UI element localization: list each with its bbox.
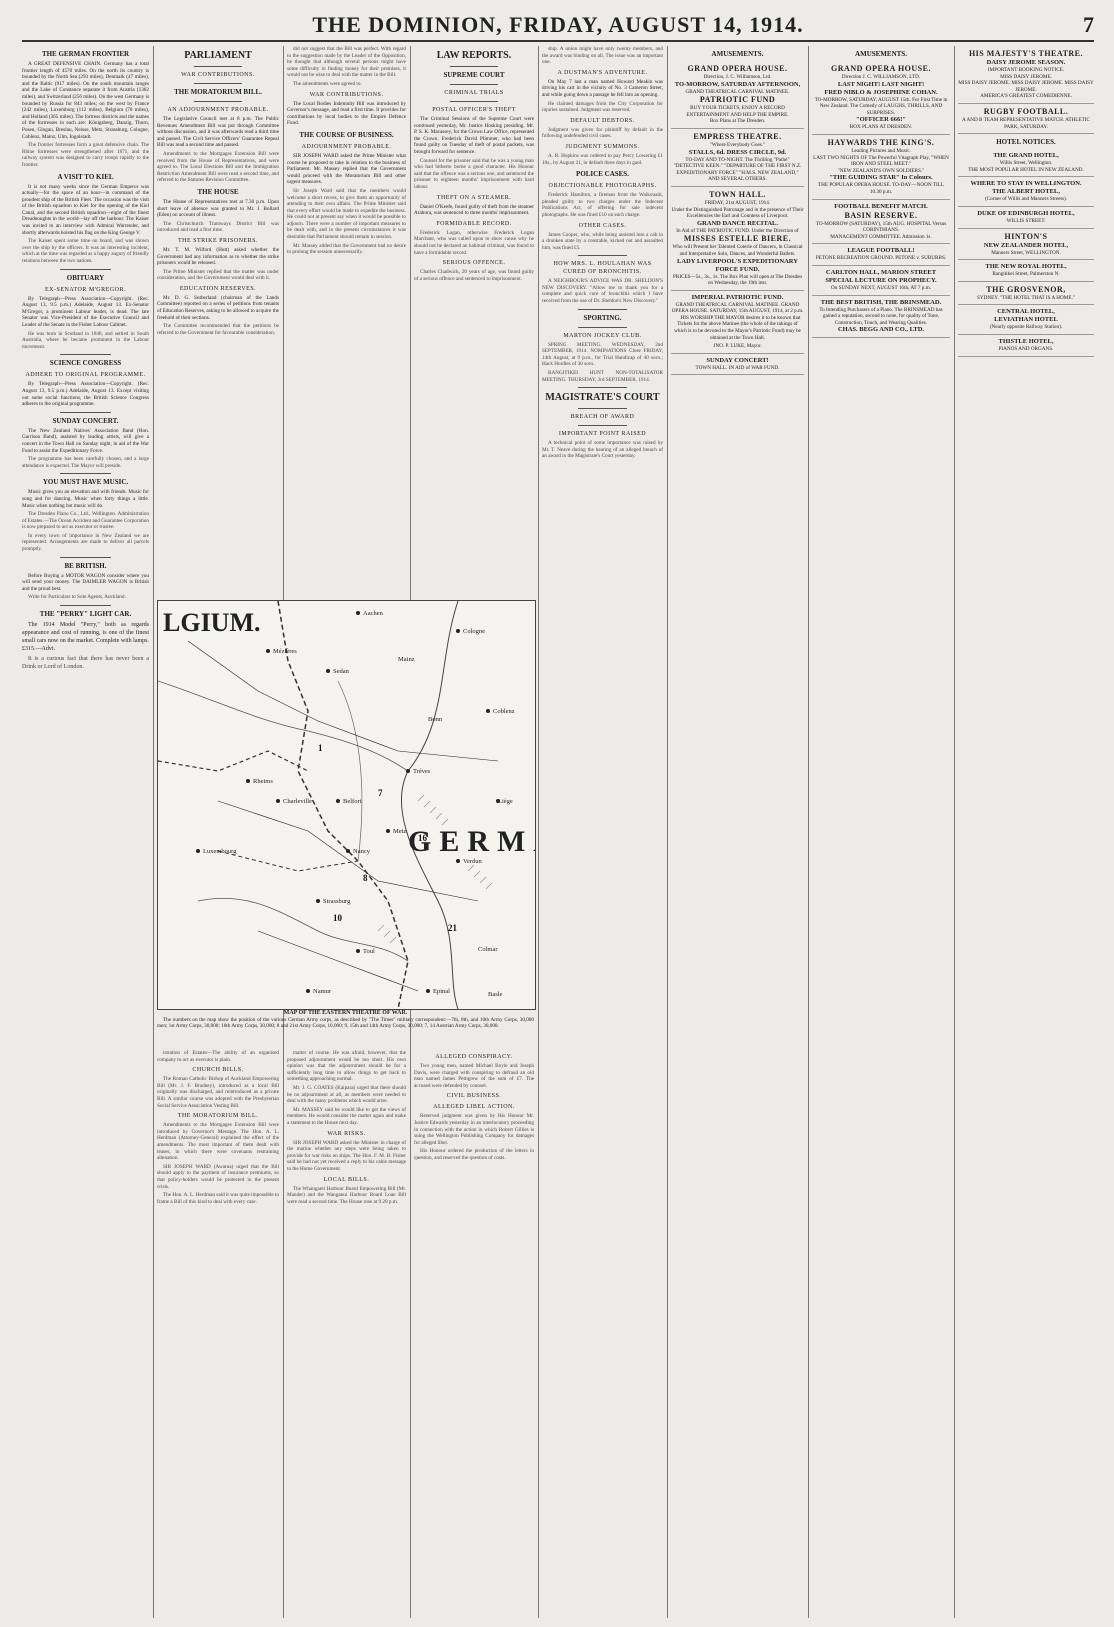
headline-perry-car: THE "PERRY" LIGHT CAR. bbox=[39, 610, 132, 619]
ad-leviathan: LEVIATHAN HOTEL bbox=[994, 316, 1058, 324]
headline-german-frontier: THE GERMAN FRONTIER bbox=[41, 50, 130, 58]
subhead-dustman: A DUSTMAN'S ADVENTURE. bbox=[557, 69, 648, 76]
column-3-lower: matter of course. He was afraid, however, that the proposed adjournment would be too short. His own opinion was that the adjournment should be for a sufficiently long time to allow things to get back to something approaching normal. Mr. J. G. COATES (Kaipara) urged that there should be no adjournment at all, as members were needed to deal with the many problems which would arise. Mr. MASSEY said he would like to get the views of members. He would consider the matter again and make a statement to the House next day. WAR RISKS. SIR JOSEPH WARD asked the Minister in charge of the marine whether any steps were being taken to provide for war risks on ships. The Hon. F. M. B. Fisher said he had not yet received a reply to his cable message to the Home Government. LOCAL BILLS. The Whangarei Harbour Board Empowering Bill (Mr. Mander) and the Wanganui Harbour Board Loan Bill were read a second time. The House rose at 9.20 p.m. bbox=[287, 1050, 406, 1205]
subhead-war-contrib: WAR CONTRIBUTIONS. bbox=[309, 91, 384, 98]
ad-daisy: MISS DAISY JEROME. bbox=[1000, 73, 1052, 80]
subhead-strike: THE STRIKE PRISONERS. bbox=[177, 237, 258, 244]
headline-amusements: AMUSEMENTS. bbox=[711, 50, 764, 58]
ad-grand-title: GRAND OPERA HOUSE. bbox=[831, 64, 931, 73]
column-4-lower: ALLEGED CONSPIRACY. Two young men, named Michael Boyle and Joseph Davis, were charged with conspiring to defraud an old man named James Pettigrew of the sum of £7. The accused were defended by counsel. CIVIL BUSINESS. ALLEGED LIBEL ACTION. Reserved judgment was given by His Honour Mr. Justice Edwards yesterday in an interlocutory proceeding in connection with the action in which Robert Gillies is suing the Wellington Publishing Company for damages for alleged libel. His Honour ordered the production of the letters in question, and reserved the question of costs. bbox=[414, 1054, 534, 1161]
ad-majesty-sub: DAISY JEROME SEASON. bbox=[986, 59, 1066, 66]
subhead-conspiracy: ALLEGED CONSPIRACY. bbox=[435, 1054, 513, 1060]
ad-empress-sub: "Where Everybody Goes." bbox=[709, 141, 766, 148]
map-city-label: Aachen bbox=[363, 610, 383, 617]
column-3: did not suggest that the Bill was perfect. With regard to the suggestion made by the Leader of the Opposition, he thought that although several persons might have some difficulty in finding money for their premises, it would not be wise to deal with the matter in the Bill. The amendments were agreed to. WAR CONTRIBUTIONS. The Local Bodies Indemnity Bill was introduced by Governor's message, and read a first time. It provides for contributions by local bodies to the Empire Defence Fund. THE COURSE OF BUSINESS. ADJOURNMENT PROBABLE. SIR JOSEPH WARD asked the Prime Minister what course he proposed to take in relation to the business of Parliament. Mr. Massey replied that the Government would proceed with the Moratorium Bill and other urgent measures. Sir Joseph Ward said that the members would welcome a short recess, to give them an opportunity of attending to their own affairs. The Prime Minister said that every effort would be made to expedite the business. He could not at present say when it would be possible to adjourn. There were a number of important measures to be dealt with, and in the present circumstances it was desirable that Parliament should remain in session. Mr. Massey added that the Government had no desire to prolong the session unnecessarily. bbox=[287, 46, 406, 256]
ad-football-title: FOOTBALL BENEFIT MATCH. bbox=[834, 202, 928, 210]
ad-cohan: FRED NIBLO & JOSEPHINE COHAN. bbox=[824, 88, 938, 96]
headline-magistrate: MAGISTRATE'S COURT bbox=[545, 392, 660, 404]
headline-british: BE BRITISH. bbox=[64, 561, 107, 570]
ad-opera-sub: GRAND THEATRICAL CARNIVAL MATINEE. bbox=[685, 88, 790, 95]
article-sunday: The New Zealand Natives' Association Band (Hon. Garrison Band), assisted by leading artists, will give a concert in the Town Hall on Sunday night, in aid of the War Fund to assist the Expeditionary Force. bbox=[22, 427, 149, 454]
page-number: 7 bbox=[1083, 12, 1094, 37]
map-city-label: Verdun bbox=[463, 858, 482, 865]
ad-albert: THE ALBERT HOTEL, bbox=[992, 188, 1060, 196]
map-city-label: Cologne bbox=[463, 628, 486, 635]
article-education: Mr. D. G. Sutherland (chairman of the Lands Committee) reported on a series of petitions from tenants of Education Reserves, asking to be allowed to acquire the freehold of their sections. bbox=[157, 294, 279, 321]
subhead-other: OTHER CASES. bbox=[578, 222, 627, 229]
column-rule bbox=[954, 46, 955, 1618]
column-8: HIS MAJESTY'S THEATRE. DAISY JEROME SEASON. IMPORTANT BOOKING NOTICE. MISS DAISY JEROME. MISS DAISY JEROME. MISS DAISY JEROME. MISS DAISY JEROME. AMERICA'S GREATEST COMEDIENNE. RUGBY FOOTBALL. A AND B TEAM REPRESENTATIVE MATCH. ATHLETIC PARK, SATURDAY. HOTEL NOTICES. THE GRAND HOTEL, Willis Street, Wellington. THE MOST POPULAR HOTEL IN NEW ZEALAND. WHERE TO STAY IN WELLINGTON. THE ALBERT HOTEL, (Corner of Willis and Manners Streets). DUKE OF EDINBURGH HOTEL, WILLIS STREET. HINTON'S NEW ZEALANDER HOTEL, Manners Street, WELLINGTON. THE NEW ROYAL HOTEL, Rangitikei Street, Palmerston N. THE GROSVENOR, SYDNEY. "THE HOTEL THAT IS A HOME." CENTRAL HOTEL, LEVIATHAN HOTEL (Nearly opposite Railway Station). THISTLE HOTEL, PIANOS AND ORGANS. bbox=[958, 46, 1094, 1618]
ad-carlton: CARLTON HALL, MARION STREET SPECIAL LECTURE ON PROPHECY. On SUNDAY NEXT, AUGUST 16th, AT 7 p.m. bbox=[812, 266, 950, 296]
article-steamer: Daniel O'Keefe, found guilty of theft from the steamer Arahura, was sentenced to three months' imprisonment. bbox=[414, 203, 534, 217]
masthead bbox=[22, 6, 1094, 42]
ad-patriotic-fund: PATRIOTIC FUND bbox=[699, 95, 776, 105]
map-city-label: Luxembourg bbox=[203, 848, 237, 855]
ad-grosvenor: THE GROSVENOR, bbox=[986, 284, 1066, 294]
ad-mayor-text: HIS WORSHIP THE MAYOR desires it to be known that Tickets for the above Matinee (the whole of the takings of which is to be devoted to the Mayor's Patriotic Fund) may be obtained at the Town Hall. bbox=[674, 314, 801, 341]
map-city-label: Mainz bbox=[398, 656, 415, 663]
subhead-civil: CIVIL BUSINESS. bbox=[446, 1093, 502, 1100]
svg-text:21: 21 bbox=[448, 923, 457, 933]
article-perry-car: The 1914 Model "Perry," both as regards appearance and cost of running, is one of the finest small cars now on the market. Complete with lamps. £315.—Advt. bbox=[22, 622, 149, 653]
ad-central: CENTRAL HOTEL, bbox=[997, 308, 1055, 316]
ad-haywards-sub: Leading Pictures and Music. bbox=[851, 147, 911, 154]
subhead-breach: BREACH OF AWARD bbox=[570, 414, 635, 421]
column-5: ship. A union might have only twenty members, and the award was binding on all. The issue was an important one. A DUSTMAN'S ADVENTURE. On May 7 last a man named Howard Meakin was driving his cart in the vicinity of No. 3 Cameron Street, and while going down a passage he fell into an opening. He claimed damages from the City Corporation for injuries sustained. Judgment was reserved. DEFAULT DEBTORS. Judgment was given for plaintiff by default in the following undefended civil cases. JUDGMENT SUMMONS. A. R. Hopkins was ordered to pay Percy Lowering £1 10s., by August 21, in default three days in gaol. POLICE CASES. OBJECTIONABLE PHOTOGRAPHS. Frederick Hamilton, a fireman from the Waikouaiti, pleaded guilty to two charges under the Indecent Publications Act, of offering for sale indecent photographs. He was fined £10 on each charge. OTHER CASES. James Cooper, who, while being assisted into a cab in a drunken state by a constable, kicked out and assaulted him, was fined £5. HOW MRS. L. HOULAHAN WAS CURED OF BRONCHITIS. A NEIGHBOUR'S ADVICE WAS DR. SHELDON'S NEW DISCOVERY. "Allow me to thank you for a complete and quick cure of bronchitis which I have received from the use of Dr. Sheldon's New Discovery." SPORTING. MARTON JOCKEY CLUB. SPRING MEETING. WEDNESDAY, 2nd SEPTEMBER, 1914. NOMINATIONS Close FRIDAY, 14th August, at 9 p.m., for Trial Handicap of 40 sovs.; Hack Hurdles of 30 sovs. RANGITIKEI HUNT NON-TOTALISATOR MEETING. THURSDAY, 3rd SEPTEMBER, 1914. MAGISTRATE'S COURT BREACH OF AWARD IMPORTANT POINT RAISED A technical point of some importance was raised by Mr. T. Neave during the hearing of an alleged breach of an award in the Magistrate's Court yesterday. bbox=[542, 46, 663, 460]
ad-guiding-star: "THE GUIDING STAR" In Colours. bbox=[829, 174, 933, 182]
article-music: Music gives you an elevation and with friends. Music for song and for dancing. Music when forty things a little. Music when nothing but music will do. bbox=[22, 489, 149, 509]
ad-majesty-title: HIS MAJESTY'S THEATRE. bbox=[968, 49, 1084, 58]
headline-science: SCIENCE CONGRESS bbox=[49, 359, 122, 368]
ad-empress: EMPRESS THEATRE. "Where Everybody Goes." STALLS, 6d. DRESS CIRCLE, 9d. TO-DAY AND TO-NIGHT. The Thrilling "Pathé" "DETECTIVE KEEN." "DEPARTURE OF THE FIRST N.Z. EXPEDITIONARY FORCE" "H.M.S. NEW ZEALAND," AND SEVERAL OTHERS. bbox=[671, 129, 804, 187]
subhead-adjournment: AN ADJOURNMENT PROBABLE. bbox=[167, 107, 269, 113]
article-parliament: The Legislative Council met at 8 p.m. The Public Revenues Amendment Bill was put through Committee without discussion, and it was afterwards read a third time and passed. The Civil Service Officers' Guarantee Repeal Bill was read a second time and passed. bbox=[157, 116, 279, 149]
article-contrib: The Local Bodies Indemnity Bill was introduced by Governor's message, and read a first time. It provides for contributions by local bodies to the Empire Defence Fund. bbox=[287, 100, 406, 127]
subhead-formidable: FORMIDABLE RECORD. bbox=[436, 220, 512, 227]
headline-course: THE COURSE OF BUSINESS. bbox=[299, 130, 394, 139]
subhead-criminal-trials: CRIMINAL TRIALS bbox=[444, 90, 504, 96]
map-city-label: Nancy bbox=[353, 848, 370, 855]
column-rule bbox=[667, 46, 668, 1618]
subhead-marton: MARTON JOCKEY CLUB. bbox=[563, 332, 642, 339]
subhead-postal-theft: POSTAL OFFICER'S THEFT bbox=[432, 107, 516, 113]
article-house: The House of Representatives met at 7.30 p.m. Upon short leave of absence was granted to Mr. J. Bollard (Eden) on account of illness. bbox=[157, 198, 279, 219]
headline-obituary: OBITUARY bbox=[66, 273, 105, 282]
ad-willis: Willis Street, Wellington. bbox=[999, 160, 1053, 167]
ad-prophecy: SPECIAL LECTURE ON PROPHECY. bbox=[825, 276, 937, 284]
ad-league: LEAGUE FOOTBALL! PETONE RECREATION GROUND. PETONE v. SUBURBS. bbox=[812, 244, 950, 266]
subhead-mcgregor: EX-SENATOR M'GREGOR. bbox=[45, 286, 126, 293]
column-2-lower: istration of Estates—The ability of an organised company to act as executor is plain. CHURCH BILLS. The Roman Catholic Bishop of Auckland Empowering Bill (Mr. J. F. Bradney), introduced as a local Bill originally was discharged, and reintroduced as a private Bill. A similar course was adopted with the Presbyterian Social Service Association Vesting Bill. THE MORATORIUM BILL. Amendments to the Mortgages Extension Bill were introduced by Governor's Message. The Hon. A. L. Herdman (Attorney-General) explained the effect of the amendments. The most important of them dealt with leases, in which there were covenants restraining alienation. SIR JOSEPH WARD (Awarua) urged that the Bill should apply to the payment of insurance premiums, so that policy-holders would be protected in the present crisis. The Hon. A. L. Herdman said it was quite impossible to frame a Bill of this kind to deal with every case. bbox=[157, 1050, 279, 1205]
map-city-label: Bonn bbox=[428, 716, 443, 723]
map-city-label: Basle bbox=[488, 991, 503, 998]
map-label-belgium: LGIUM. bbox=[163, 608, 261, 637]
ad-opera-title: GRAND OPERA HOUSE. bbox=[687, 64, 788, 73]
map-city-label: Trèves bbox=[413, 768, 431, 775]
ad-rugby: RUGBY FOOTBALL. A AND B TEAM REPRESENTATIVE MATCH. ATHLETIC PARK, SATURDAY. bbox=[958, 104, 1094, 134]
ad-town-hall: TOWN HALL. FRIDAY, 21st AUGUST, 1914. Under the Distinguished Patronage and in the presence of Their Excellencies the Earl and Countess of Liverpool. GRAND DANCE RECITAL. In Aid of THE PATRIOTIC FUND. Under the Direction of MISSES ESTELLE BIERE. Who will Present her Talented Coterie of Dancers, in Classical and Interpretative Solo, Dances, and Wonderful Ballets. LADY LIVERPOOL'S EXPEDITIONARY FORCE FUND. PRICES—5s., 3s., 1s. The Box Plan will open at The Dresden on Wednesday, the 19th inst. bbox=[671, 187, 804, 291]
map-city-label: Strassburg bbox=[323, 898, 351, 905]
ad-basin: BASIN RESERVE. bbox=[844, 210, 918, 220]
ad-haywards-title: HAYWARDS THE KING'S. bbox=[827, 137, 935, 147]
subhead-adj-prob: ADJOURNMENT PROBABLE. bbox=[301, 143, 392, 150]
ad-town-hall-title: TOWN HALL. bbox=[709, 189, 766, 199]
headline-supreme-court: SUPREME COURT bbox=[443, 71, 505, 79]
ad-haywards: HAYWARDS THE KING'S. Leading Pictures and Music. LAST TWO NIGHTS OF The Powerful Vitagraph Play, "WHEN IRON AND STEEL MEET." "NEW ZEALAND'S OWN SOLDIERS." "THE GUIDING STAR" In Colours. THE POPULAR OPERA HOUSE. TO-DAY—NOON TILL 10.30 p.m. bbox=[812, 135, 950, 200]
svg-text:16: 16 bbox=[418, 833, 427, 843]
subhead-libel: ALLEGED LIBEL ACTION. bbox=[433, 1104, 515, 1111]
map-city-label: Charleville bbox=[283, 798, 312, 805]
article-dustman: On May 7 last a man named Howard Meakin was driving his cart in the vicinity of No. 3 Cameron Street, and while going down a passage he fell into an opening. bbox=[542, 78, 663, 98]
headline-kiel: A VISIT TO KIEL bbox=[57, 172, 114, 181]
map-city-label: Sedan bbox=[333, 668, 349, 675]
map-city-label: Liège bbox=[498, 798, 513, 805]
article-course: SIR JOSEPH WARD asked the Prime Minister what course he proposed to take in relation to the business of Parliament. Mr. Massey replied that the Government would proceed with the Moratorium Bill and other urgent measures. bbox=[287, 152, 406, 186]
war-map bbox=[157, 600, 536, 1010]
ad-league-title: LEAGUE FOOTBALL! bbox=[847, 247, 915, 255]
svg-text:10: 10 bbox=[333, 913, 342, 923]
subhead-judgment: JUDGMENT SUMMONS. bbox=[565, 143, 640, 150]
ad-grand-hotel: THE GRAND HOTEL, Willis Street, Wellington. THE MOST POPULAR HOTEL IN NEW ZEALAND. bbox=[958, 149, 1094, 177]
subhead-moratorium: THE MORATORIUM BILL. bbox=[174, 88, 262, 96]
article-frontier: A GREAT DEFENSIVE CHAIN. Germany has a total frontier length of 4570 miles. On the north its country is bounded by the North Sea (293 miles), Denmark (47 miles), and the Baltic (917 miles). On the south mountain ranges and the Lake of Constance separate it from Austria (1362 miles), and Switzerland (256 miles). On the west Germany is bounded by Russia for 843 miles; on the west by France (242 miles), Luxemburg (112 miles), Belgium (70 miles), and Holland (365 miles). The fortress districts and the names of the fortresses in each are: Königsberg, Danzig, Thorn, Posen, Glogau, Breslau, Neisse, Metz, Strassburg, Cologne, Coblenz, Mainz, Ulm, Ingolstadt. bbox=[22, 61, 149, 140]
ad-imperial: IMPERIAL PATRIOTIC FUND. GRAND THEATRICAL CARNIVAL MATINEE. GRAND OPERA HOUSE. SATURDAY, 15th AUGUST, 1914, at 2 p.m. HIS WORSHIP THE MAYOR desires it to be known that Tickets for the above Matinee (the whole of the takings of which is to be devoted to the Mayor's Patriotic Fund) may be obtained at the Town Hall. JNO. P. LUKE, Mayor. bbox=[671, 291, 804, 354]
map-city-label: Toul bbox=[363, 948, 375, 955]
ad-misses-biere: MISSES ESTELLE BIERE. bbox=[683, 234, 792, 244]
svg-text:7: 7 bbox=[378, 788, 383, 798]
map-city-label: Metz bbox=[393, 828, 407, 835]
map-city-label: Colmar bbox=[478, 946, 498, 953]
column-1: THE GERMAN FRONTIER A GREAT DEFENSIVE CHAIN. Germany has a total frontier length of 4570 miles. On the north its country is bounded by the North Sea (293 miles), Denmark (47 miles), and the Baltic (917 miles). On the south mountain ranges and the Lake of Constance separate it from Austria (1362 miles), and Switzerland (256 miles). On the west Germany is bounded by Russia for 843 miles; on the west by France (242 miles), Luxemburg (112 miles), Belgium (70 miles), and Holland (365 miles). The fortress districts and the names of the fortresses in each are: Königsberg, Danzig, Thorn, Posen, Glogau, Breslau, Neisse, Metz, Strassburg, Cologne, Coblenz, Mainz, Ulm, Ingolstadt. The frontier fortresses form a great defensive chain. The Rhine fortresses were strengthened after 1871, and the railway system was designed to carry troops rapidly to the frontier. A VISIT TO KIEL It is not many weeks since the German Emperor was actually—for the space of an hour—in command of the proudest ship of the British Fleet. The occasion was the visit of the British squadron to Kiel for the opening of the Kiel Canal, and the second British squadron—eight of the finest Dreadnoughts in the world—lay off the harbour. The Kaiser was invited to an interview with Admiral Warrender, and shortly afterwards hoisted his flag on the King George V. The Kaiser spent some time on board, and was shown over the ship by the officers. It was an interesting incident, which at the time was regarded as a happy augury of friendly relations between the two nations. OBITUARY EX-SENATOR M'GREGOR. By Telegraph—Press Association—Copyright. (Rec. August 13, 9.5 p.m.) Adelaide, August 13. Ex-Senator M'Gregor, a prominent Labour leader, is dead. The late Senator was Vice-President of the Executive Council and Leader of the Senate in the Fisher Labour Cabinet. He was born in Scotland in 1848, and settled in South Australia, where he became prominent in the Labour movement. SCIENCE CONGRESS ADHERE TO ORIGINAL PROGRAMME. By Telegraph—Press Association—Copyright. (Rec. August 13, 9.5 p.m.) Adelaide, August 13. Except visiting out some social functions, the British Science Congress adheres to the original programme. SUNDAY CONCERT. The New Zealand Natives' Association Band (Hon. Garrison Band), assisted by leading artists, will give a concert in the Town Hall on Sunday night, in aid of the War Fund to assist the Expeditionary Force. The programme has been carefully chosen, and a large attendance is expected. The Mayor will preside. YOU MUST HAVE MUSIC. Music gives you an elevation and with friends. Music for song and for dancing. Music when forty things a little. Music when nothing but music will do. The Dresden Piano Co., Ltd., Wellington. Administration of Estates.—The Ocean Accident and Guarantee Corporation is now prepared to act as executor or trustee. In every town of importance in New Zealand we are represented. Arrangements are made to deliver all parcels promptly. BE BRITISH. Before Buying a MOTOR WAGON consider where you will send your money. The DAIMLER WAGON is British and the proud best. Write for Particulars to Sole Agents, Auckland. THE "PERRY" LIGHT CAR. The 1914 Model "Perry," both as regards appearance and cost of running, is one of the finest small cars now on the market. Complete with lamps. £315.—Advt. It is a curious fact that there has never been a Drink or Lord of London. bbox=[22, 50, 149, 671]
map-city-label: Rheims bbox=[253, 778, 273, 785]
svg-text:1: 1 bbox=[318, 743, 323, 753]
ad-nzhotel: NEW ZEALANDER HOTEL, bbox=[983, 241, 1069, 249]
subhead-science: ADHERE TO ORIGINAL PROGRAMME. bbox=[25, 372, 146, 379]
subhead-steamer-theft: THEFT ON A STEAMER. bbox=[436, 194, 512, 201]
subhead-photos: OBJECTIONABLE PHOTOGRAPHS. bbox=[548, 183, 657, 190]
subhead-important: IMPORTANT POINT RAISED bbox=[558, 431, 647, 438]
ad-edinburgh: DUKE OF EDINBURGH HOTEL, bbox=[977, 209, 1075, 217]
map-city-label: Belfort bbox=[343, 798, 362, 805]
ad-where-to-stay: WHERE TO STAY IN WELLINGTON. bbox=[970, 180, 1082, 188]
headline-hotels: HOTEL NOTICES. bbox=[996, 138, 1056, 147]
ad-empress-title: EMPRESS THEATRE. bbox=[693, 131, 782, 141]
map-city-label: Epinal bbox=[433, 988, 450, 995]
headline-music: YOU MUST HAVE MUSIC. bbox=[42, 478, 129, 487]
article-strike: Mr. T. M. Wilford (Hutt) asked whether the Government had any information as to whether the strike prisoners would be released. bbox=[157, 246, 279, 267]
ad-opera-house: GRAND OPERA HOUSE. Direction, J. C. Williamson, Ltd. TO-MORROW, SATURDAY AFTERNOON, GRAND THEATRICAL CARNIVAL MATINEE. PATRIOTIC FUND BUY YOUR TICKETS, ENJOY A RECORD ENTERTAINMENT AND HELP THE EMPIRE. Box Plans at The Dresden. bbox=[671, 61, 804, 129]
headline-sporting: SPORTING. bbox=[583, 313, 622, 322]
map-graphic bbox=[158, 601, 535, 1009]
column-rule bbox=[808, 46, 809, 1618]
map-caption-text: The numbers on the map show the position of the various German Army corps, as described by "The Times" military correspondent:—7th, 8th, and 10th Army Corps, 30,000 men; 1st Army Corps, 30,000; 16th Army Corps, 30,000; 8 and 21st Army Corps, 10,000; 9, 15th and 14th Army Corps, 30,000; 7, 14 Austrian Army Corps, 30,000. bbox=[157, 1016, 534, 1030]
map-caption-title: MAP OF THE EASTERN THEATRE OF WAR. bbox=[283, 1010, 408, 1016]
ad-royal: THE NEW ROYAL HOTEL, bbox=[985, 263, 1067, 271]
subhead-default: DEFAULT DEBTORS. bbox=[570, 117, 635, 124]
headline-law-reports: LAW REPORTS. bbox=[436, 50, 512, 61]
ad-imperial-title: IMPERIAL PATRIOTIC FUND. bbox=[691, 293, 784, 301]
column-6: AMUSEMENTS. GRAND OPERA HOUSE. Direction, J. C. Williamson, Ltd. TO-MORROW, SATURDAY AFTERNOON, GRAND THEATRICAL CARNIVAL MATINEE. PATRIOTIC FUND BUY YOUR TICKETS, ENJOY A RECORD ENTERTAINMENT AND HELP THE EMPIRE. Box Plans at The Dresden. EMPRESS THEATRE. "Where Everybody Goes." STALLS, 6d. DRESS CIRCLE, 9d. TO-DAY AND TO-NIGHT. The Thrilling "Pathé" "DETECTIVE KEEN." "DEPARTURE OF THE FIRST N.Z. EXPEDITIONARY FORCE" "H.M.S. NEW ZEALAND," AND SEVERAL OTHERS. TOWN HALL. FRIDAY, 21st AUGUST, 1914. Under the Distinguished Patronage and in the presence of Their Excellencies the Earl and Countess of Liverpool. GRAND DANCE RECITAL. In Aid of THE PATRIOTIC FUND. Under the Direction of MISSES ESTELLE BIERE. Who will Present her Talented Coterie of Dancers, in Classical and Interpretative Solo, Dances, and Wonderful Ballets. LADY LIVERPOOL'S EXPEDITIONARY FORCE FUND. PRICES—5s., 3s., 1s. The Box Plan will open at The Dresden on Wednesday, the 19th inst. IMPERIAL PATRIOTIC FUND. GRAND THEATRICAL CARNIVAL MATINEE. GRAND OPERA HOUSE. SATURDAY, 15th AUGUST, 1914, at 2 p.m. HIS WORSHIP THE MAYOR desires it to be known that Tickets for the above Matinee (the whole of the takings of which is to be devoted to the Mayor's Patriotic Fund) may be obtained at the Town Hall. JNO. P. LUKE, Mayor. SUNDAY CONCERT! TOWN HALL. IN AID of WAR FUND. bbox=[671, 46, 804, 1618]
map-city-label: Mézières bbox=[273, 648, 297, 655]
ad-grand-hotel-title: THE GRAND HOTEL, bbox=[993, 152, 1059, 160]
ad-football: FOOTBALL BENEFIT MATCH. BASIN RESERVE. TO-MORROW (SATURDAY), 15th AUG. HOSPITAL Versus CORINTHIANS. MANAGEMENT COMMITTEE. Admission 1s. bbox=[812, 200, 950, 245]
ad-last-night: LAST NIGHT! LAST NIGHT! bbox=[837, 80, 925, 88]
column-7: AMUSEMENTS. GRAND OPERA HOUSE. Direction J. C. WILLIAMSON, LTD. LAST NIGHT! LAST NIGHT! FRED NIBLO & JOSEPHINE COHAN. TO-MORROW, SATURDAY, AUGUST 15th. For First Time in New Zealand. The Comedy of LAUGHS, THRILLS, AND SURPRISES. "OFFICER 666!" BOX PLANS AT DRESDEN. HAYWARDS THE KING'S. Leading Pictures and Music. LAST TWO NIGHTS OF The Powerful Vitagraph Play, "WHEN IRON AND STEEL MEET." "NEW ZEALAND'S OWN SOLDIERS." "THE GUIDING STAR" In Colours. THE POPULAR OPERA HOUSE. TO-DAY—NOON TILL 10.30 p.m. FOOTBALL BENEFIT MATCH. BASIN RESERVE. TO-MORROW (SATURDAY), 15th AUG. HOSPITAL Versus CORINTHIANS. MANAGEMENT COMMITTEE. Admission 1s. LEAGUE FOOTBALL! PETONE RECREATION GROUND. PETONE v. SUBURBS. CARLTON HALL, MARION STREET SPECIAL LECTURE ON PROPHECY. On SUNDAY NEXT, AUGUST 16th, AT 7 p.m. THE BEST BRITISH, THE BRINSMEAD. To Intending Purchasers of a Piano. The BRINSMEAD has gained a reputation, second to none, for quality of Tone, Construction, Touch, and Wearing Qualities. CHAS. BEGG AND CO., LTD. bbox=[812, 46, 950, 1618]
article-postal: The Criminal Sessions of the Supreme Court were continued yesterday, Mr. Justice Hosking presiding. Mr. P. S. K. Macassey, for the Crown Law Office, represented the Crown. Frederick David Plimmer, who had been found guilty on Tuesday of theft of postal packets, was brought forward for sentence. bbox=[414, 116, 534, 155]
map-caption bbox=[157, 1010, 534, 1032]
subhead-education: EDUCATION RESERVES. bbox=[179, 285, 257, 292]
column-4: LAW REPORTS. SUPREME COURT CRIMINAL TRIALS POSTAL OFFICER'S THEFT The Criminal Sessions of the Supreme Court were continued yesterday, Mr. Justice Hosking presiding. Mr. P. S. K. Macassey, for the Crown Law Office, represented the Crown. Frederick David Plimmer, who had been found guilty on Tuesday of theft of postal packets, was brought forward for sentence. Counsel for the prisoner said that he was a young man who had hitherto borne a good character. His Honour said that the offence was a serious one, and sentenced the prisoner to eighteen months' imprisonment with hard labour. THEFT ON A STEAMER. Daniel O'Keefe, found guilty of theft from the steamer Arahura, was sentenced to three months' imprisonment. FORMIDABLE RECORD. Frederick Logan, otherwise Frederick Logan Marchant, who was called upon to show cause why he should not be declared an habitual criminal, was found to have a formidable record. SERIOUS OFFENCE. Charles Chadwick, 20 years of age, was found guilty of a serious offence and sentenced to imprisonment. bbox=[414, 50, 534, 282]
headline-parliament: PARLIAMENT bbox=[184, 50, 252, 61]
map-city-label: Coblenz bbox=[493, 708, 515, 715]
ad-hintons: HINTON'S bbox=[1004, 231, 1048, 241]
map-city-label: Namur bbox=[313, 988, 332, 995]
headline-amusements-2: AMUSEMENTS. bbox=[855, 50, 907, 58]
ad-grand: GRAND OPERA HOUSE. Direction J. C. WILLIAMSON, LTD. LAST NIGHT! LAST NIGHT! FRED NIBLO & JOSEPHINE COHAN. TO-MORROW, SATURDAY, AUGUST 15th. For First Time in New Zealand. The Comedy of LAUGHS, THRILLS, AND SURPRISES. "OFFICER 666!" BOX PLANS AT DRESDEN. bbox=[812, 61, 950, 135]
ad-majesty: HIS MAJESTY'S THEATRE. DAISY JEROME SEASON. IMPORTANT BOOKING NOTICE. MISS DAISY JEROME. MISS DAISY JEROME. MISS DAISY JEROME. MISS DAISY JEROME. AMERICA'S GREATEST COMEDIENNE. bbox=[958, 46, 1094, 104]
map-label-germany: GERM bbox=[408, 825, 534, 858]
svg-text:8: 8 bbox=[363, 873, 368, 883]
article-british: Before Buying a MOTOR WAGON consider where you will send your money. The DAIMLER WAGON is British and the proud best. bbox=[22, 572, 149, 592]
column-rule bbox=[538, 46, 539, 1618]
headline-house: THE HOUSE bbox=[197, 187, 239, 196]
ad-thistle: THISTLE HOTEL, bbox=[998, 337, 1054, 345]
column-2: PARLIAMENT WAR CONTRIBUTIONS. THE MORATORIUM BILL. AN ADJOURNMENT PROBABLE. The Legislative Council met at 8 p.m. The Public Revenues Amendment Bill was put through Committee without discussion, and it was afterwards read a third time and passed. The Civil Service Officers' Guarantee Repeal Bill was read a second time and passed. Amendments to the Mortgages Extension Bill were received from the House of Representatives, and were agreed to. The Local Elections Bill and the Immigration Restriction Amendment Bill were read a second time, and referred to the Statutes Revision Committee. THE HOUSE The House of Representatives met at 7.30 p.m. Upon short leave of absence was granted to Mr. J. Bollard (Eden) on account of illness. The Christchurch Tramways District Bill was introduced and read a first time. THE STRIKE PRISONERS. Mr. T. M. Wilford (Hutt) asked whether the Government had any information as to whether the strike prisoners would be released. The Prime Minister replied that the matter was under consideration, and the Government would deal with it. EDUCATION RESERVES. Mr. D. G. Sutherland (chairman of the Lands Committee) reported on a series of petitions from tenants of Education Reserves, asking to be allowed to acquire the freehold of their sections. The Committee recommended that the petitions be referred to the Government for favourable consideration. bbox=[157, 50, 279, 336]
article-science: By Telegraph—Press Association—Copyright. (Rec. August 13, 9.5 p.m.) Adelaide, August 13. Except visiting out some social functions, the British Science Congress adheres to the original programme. bbox=[22, 381, 149, 408]
headline-sunday-concert: SUNDAY CONCERT. bbox=[52, 416, 119, 425]
column-rule bbox=[153, 46, 154, 1618]
article-kiel: It is not many weeks since the German Emperor was actually—for the space of an hour—in command of the proudest ship of the British Fleet. The occasion was the visit of the British squadron to Kiel for the opening of the Kiel Canal, and the second British squadron—eight of the finest Dreadnoughts in the world—lay off the harbour. The Kaiser was invited to an interview with Admiral Warrender, and shortly afterwards hoisted his flag on the King George V. bbox=[22, 183, 149, 236]
subhead-war-contributions: WAR CONTRIBUTIONS. bbox=[181, 72, 255, 78]
masthead-title: THE DOMINION, FRIDAY, AUGUST 14, 1914. bbox=[312, 12, 804, 37]
subhead-serious: SERIOUS OFFENCE. bbox=[442, 260, 506, 267]
article-mcgregor: By Telegraph—Press Association—Copyright. (Rec. August 13, 9.5 p.m.) Adelaide, August 13. Ex-Senator M'Gregor, a prominent Labour leader, is dead. The late Senator was Vice-President of the Executive Council and Leader of the Senate in the Fisher Labour Cabinet. bbox=[22, 295, 149, 328]
ad-pianos: PIANOS AND ORGANS. bbox=[998, 345, 1054, 352]
ad-carlton-title: CARLTON HALL, MARION STREET bbox=[825, 268, 937, 276]
ad-town-hall-date: FRIDAY, 21st AUGUST, 1914. bbox=[704, 199, 771, 206]
ad-rugby-title: RUGBY FOOTBALL. bbox=[983, 106, 1069, 116]
subhead-houlahan: HOW MRS. L. HOULAHAN WAS CURED OF BRONCHITIS. bbox=[553, 261, 652, 276]
headline-police: POLICE CASES. bbox=[576, 170, 629, 179]
